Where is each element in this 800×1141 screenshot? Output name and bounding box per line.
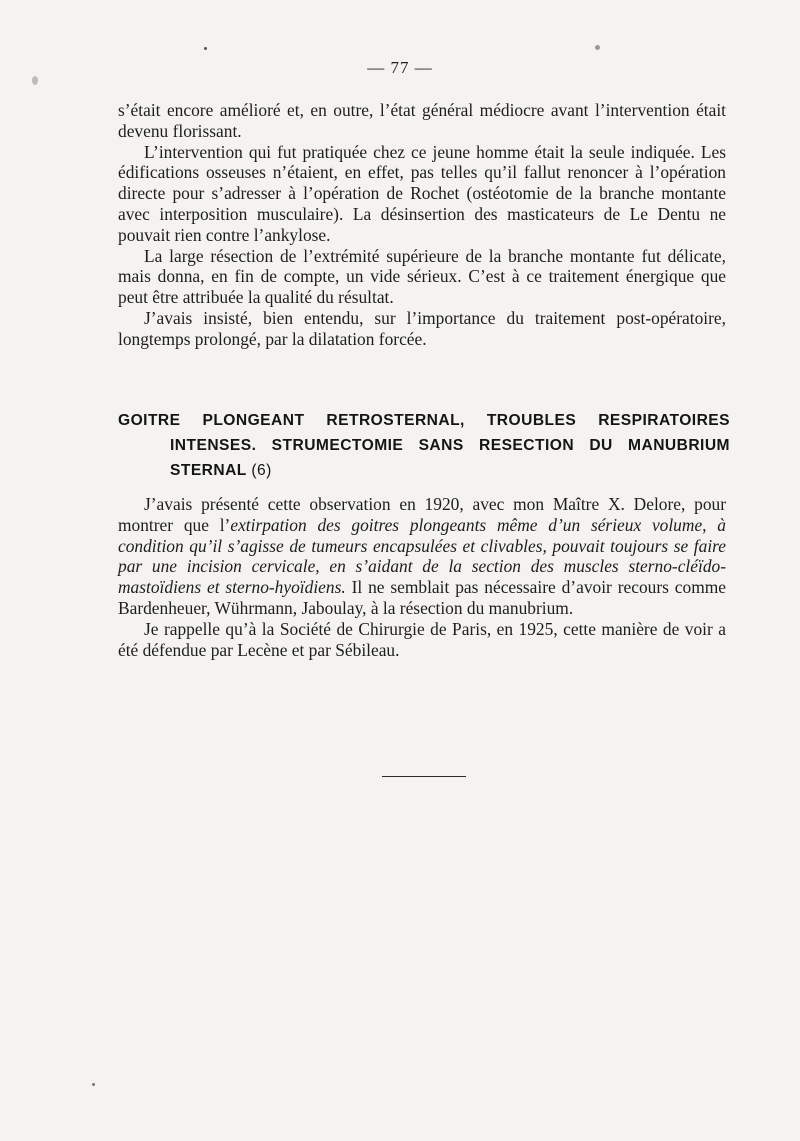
scan-speck [204,47,207,50]
paragraph: La large résection de l’extrémité supérieure de la branche montante fut délicate, mais donna, en fin de compte, un vide sérieux. C’est à ce traitement énergique que peut être attribuée la qualité du résultat. [118,245,726,308]
paragraph: s’était encore amélioré et, en outre, l’état général médiocre avant l’intervention était devenu florissant. [118,100,726,141]
paragraph: L’intervention qui fut pratiquée chez ce jeune homme était la seule indiquée. Les édifications osseuses n’étaient, en effet, pas telles qu’il fallut renoncer à l’opération directe pour s’adresser à l’opération de Rochet (ostéotomie de la branche montante avec interposition musculaire). La désinsertion des masticateurs de Le Dentu ne pouvait rien contre l’ankylose. [118,141,726,245]
section-body [118,494,726,660]
paragraph: Je rappelle qu’à la Société de Chirurgie de Paris, en 1925, cette manière de voir a été défendue par Lecène et par Sébileau. [118,618,726,660]
paragraph [118,494,726,619]
end-rule [382,776,466,777]
italic-passage: extirpation des goitres plongeants même d’un sérieux volume, à condition qu’il s’agisse de tumeurs encapsulées et clivables, pouvait toujours se faire par une incision cervicale, en s’aidant de la section des muscles sterno-cléïdo-mastoïdiens et sterno-hyoïdiens. [118,514,726,598]
scan-speck [32,76,38,85]
scan-speck [595,45,600,50]
paragraph-text: J’avais présenté cette observation en 1920, avec mon Maître X. Delore, pour montrer que l’ [118,494,726,535]
section-continuation [118,100,726,350]
heading-text: GOITRE PLONGEANT RETROSTERNAL, TROUBLES RESPIRATOIRES INTENSES. STRUMECTOMIE SANS RESECTION DU MANUBRIUM STERNAL [118,412,730,479]
paragraph: J’avais insisté, bien entendu, sur l’importance du traitement post-opératoire, longtemps prolongé, par la dilatation forcée. [118,307,726,349]
page-number: — 77 — [367,58,433,77]
heading-reference: (6) [251,462,272,479]
section-heading [118,408,730,483]
scan-speck [92,1083,95,1086]
paragraph-text: Il ne semblait pas nécessaire d’avoir recours comme Bardenheuer, Wührmann, Jaboulay, à la résection du manubrium. [118,577,726,618]
